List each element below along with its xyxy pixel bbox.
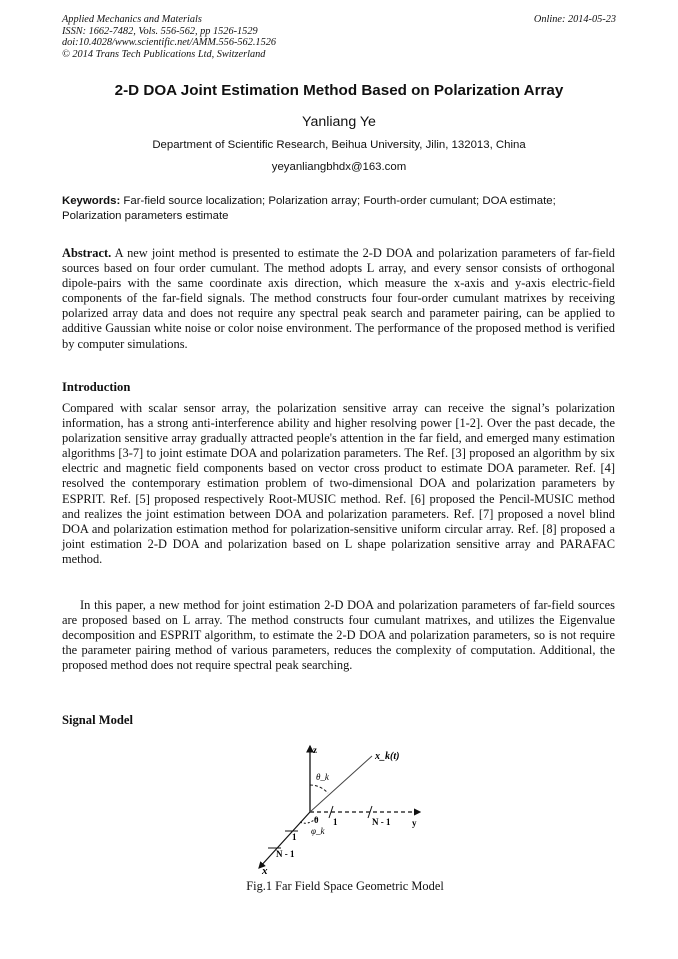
theta-arc (310, 785, 328, 793)
origin-label: 0 (314, 815, 319, 825)
abstract-text: A new joint method is presented to estimate the 2-D DOA and polarization parameters of far-field sources based on four order cumulant. The method adopts L array, and every sensor consists of orthogonal dipole-pairs with the same coordinate axis direction, which measure the x-axis and y-axis electric-field components of the far-field signals. The method constructs four four-order cumulant matrixes by receiving polarized array data and does not require any spectral peak search and parameter pairing, can be applied to additive Gaussian white noise or color noise environment. The performance of the proposed method is verified by computer simulations. (62, 246, 615, 351)
signal-direction (310, 756, 372, 812)
introduction-p2-text: In this paper, a new method for joint estimation 2-D DOA and polarization parameters of far-field sources are proposed based on L array. The method constructs four cumulant matrixes, and utilizes the Eigenvalue decomposition and ESPRIT algorithm, to estimate the 2-D DOA and polarization parameters, so is not require the parameter pairing method of various parameters, reduces the complexity of computation. Additional, the proposed method does not require spectral peak searching. (62, 598, 615, 673)
affiliation: Department of Scientific Research, Beihua University, Jilin, 132013, China (152, 139, 526, 151)
paper-title: 2-D DOA Joint Estimation Method Based on Polarization Array (114, 82, 564, 99)
x-one-label: 1 (292, 832, 297, 842)
keywords-label: Keywords: (62, 195, 121, 207)
signal-model-heading: Signal Model (62, 713, 134, 727)
abstract-label: Abstract. (62, 246, 112, 260)
online-date: Online: 2014-05-23 (533, 14, 616, 25)
issn: ISSN: 1662-7482, Vols. 556-562, pp 1526-1529 (62, 25, 258, 37)
author: Yanliang Ye (302, 114, 376, 130)
theta-label: θ_k (316, 772, 329, 782)
phi-label: φ_k (311, 826, 325, 836)
z-label: z (313, 745, 317, 755)
x-label: x (262, 865, 268, 877)
journal-name: Applied Mechanics and Materials (62, 14, 202, 25)
email[interactable]: yeyanliangbhdx@163.com (271, 161, 407, 173)
x-axis (259, 812, 310, 868)
signal-label: x_k(t) (375, 751, 400, 762)
introduction-paragraph-1: Compared with scalar sensor array, the polarization sensitive array can receive the signal’s polarization information, has a strong anti-interference ability and higher resolving power [1-2]. Over the past decade, the polarization sensitive array gradually attracted people's attention in the far field, and emerged many estimation algorithms [3-7] to joint estimate DOA and polarization parameters. The Ref. [3] proposed an algorithm by six electric and magnetic field components based on vector cross product to estimate DOA parameter. Ref. [4] resolved the contemporary estimation problem of two-dimensional DOA and polarization parameters by ESPRIT. Ref. [5] proposed respectively Root-MUSIC method. Ref. [6] proposed the Pencil-MUSIC method and realizes the joint estimation between DOA and polarization parameters. Ref. [7] proposed a novel blind DOA and polarization estimation method for polarization-sensitive uniform circular array. Ref. [8] proposed a joint estimation 2-D DOA and polarization based on L shape polarization sensitive array and PARAFAC method. (62, 401, 615, 566)
x-n-label: N - 1 (276, 849, 295, 859)
y-one-label: 1 (333, 817, 338, 827)
y-label: y (412, 818, 417, 828)
keywords-text: Far-field source localization; Polarization array; Fourth-order cumulant; DOA estimate; Polarization parameters estimate (62, 195, 556, 222)
y-n-label: N - 1 (372, 817, 391, 827)
copyright: © 2014 Trans Tech Publications Ltd, Switzerland (62, 48, 266, 60)
introduction-heading: Introduction (62, 380, 131, 394)
doi: doi:10.4028/www.scientific.net/AMM.556-562.1526 (62, 37, 277, 48)
figure-caption: Fig.1 Far Field Space Geometric Model (246, 879, 444, 893)
